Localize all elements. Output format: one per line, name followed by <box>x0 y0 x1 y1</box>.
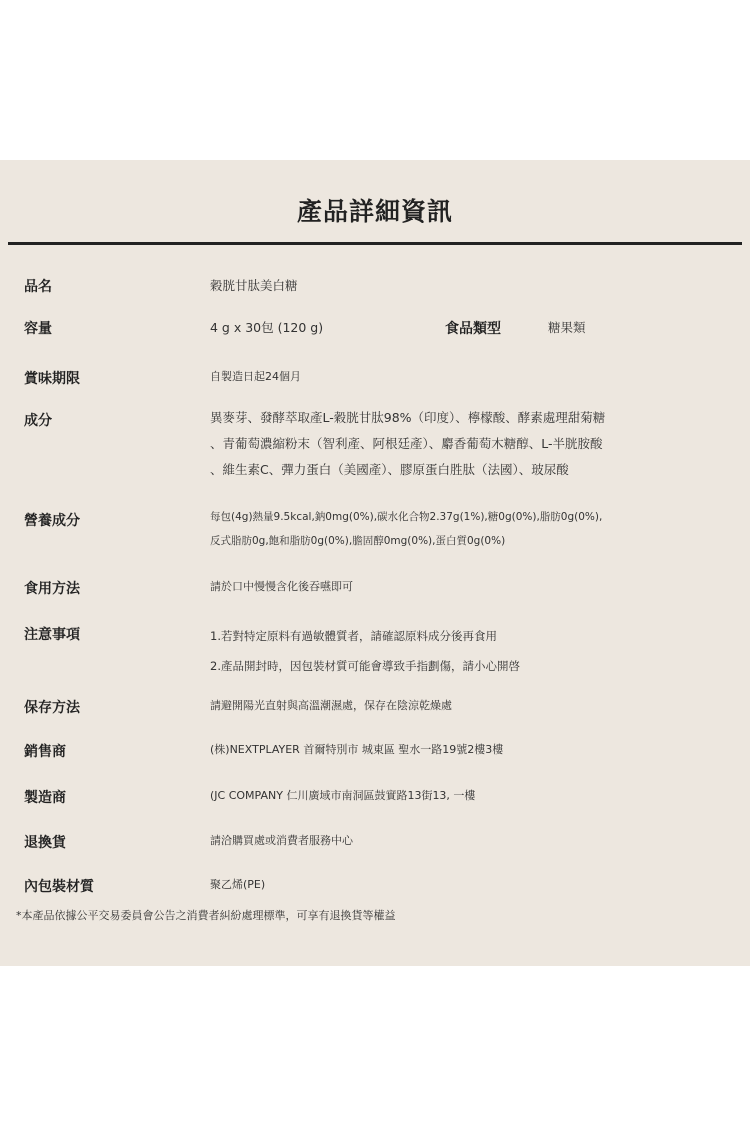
storage-value: 請避開陽光直射與高溫潮濕處，保存在陰涼乾燥處 <box>210 699 452 712</box>
packaging-label: 內包裝材質 <box>24 879 94 895</box>
seller-value: (株)NEXTPLAYER 首爾特別市 城東區 聖水一路19號2樓3樓 <box>210 743 504 756</box>
seller-label: 銷售商 <box>24 744 66 760</box>
name-value: 穀胱甘肽美白糖 <box>210 278 298 293</box>
nutrition-label: 營養成分 <box>24 513 80 529</box>
capacity-label: 容量 <box>24 321 52 337</box>
usage-label: 食用方法 <box>24 581 80 597</box>
title-divider <box>8 242 742 245</box>
nutrition-line: 每包(4g)熱量9.5kcal,鈉0mg(0%),碳水化合物2.37g(1%),糖0g(0%),脂肪0g(0%), <box>210 511 603 523</box>
storage-label: 保存方法 <box>24 700 80 716</box>
food-type-value: 糖果類 <box>548 320 586 335</box>
shelf-life-label: 賞味期限 <box>24 371 80 387</box>
name-label: 品名 <box>24 279 52 295</box>
product-detail-panel <box>0 160 750 966</box>
returns-value: 請洽購買處或消費者服務中心 <box>210 834 353 847</box>
manufacturer-label: 製造商 <box>24 790 66 806</box>
ingredients-label: 成分 <box>24 413 52 429</box>
ingredients-line: 異麥芽、發酵萃取產L-穀胱甘肽98%（印度）、檸檬酸、酵素處理甜菊糖 <box>210 410 606 425</box>
food-type-label: 食品類型 <box>445 321 501 337</box>
caution-label: 注意事項 <box>24 627 80 643</box>
footnote: *本產品依據公平交易委員會公告之消費者糾紛處理標準，可享有退換貨等權益 <box>16 909 396 922</box>
caution-value <box>210 621 745 681</box>
ingredients-line: 、維生素C、彈力蛋白（美國產）、膠原蛋白胜肽（法國）、玻尿酸 <box>210 462 569 477</box>
ingredients-value <box>210 405 745 483</box>
nutrition-value <box>210 505 745 553</box>
nutrition-line: 反式脂肪0g,飽和脂肪0g(0%),膽固醇0mg(0%),蛋白質0g(0%) <box>210 535 506 547</box>
caution-line: 1.若對特定原料有過敏體質者，請確認原料成分後再食用 <box>210 629 497 643</box>
packaging-value: 聚乙烯(PE) <box>210 878 266 891</box>
usage-value: 請於口中慢慢含化後吞嚥即可 <box>210 580 353 593</box>
ingredients-line: 、青葡萄濃縮粉末（智利產、阿根廷產）、麝香葡萄木糖醇、L-半胱胺酸 <box>210 436 603 451</box>
shelf-life-value: 自製造日起24個月 <box>210 370 301 383</box>
returns-label: 退換貨 <box>24 835 66 851</box>
page-title: 產品詳細資訊 <box>296 197 453 226</box>
caution-line: 2.產品開封時，因包裝材質可能會導致手指劃傷，請小心開啓 <box>210 659 520 673</box>
manufacturer-value: (JC COMPANY 仁川廣域市南洞區鼓實路13街13, 一樓 <box>210 789 476 802</box>
capacity-value: 4 g x 30包 (120 g) <box>210 320 324 335</box>
